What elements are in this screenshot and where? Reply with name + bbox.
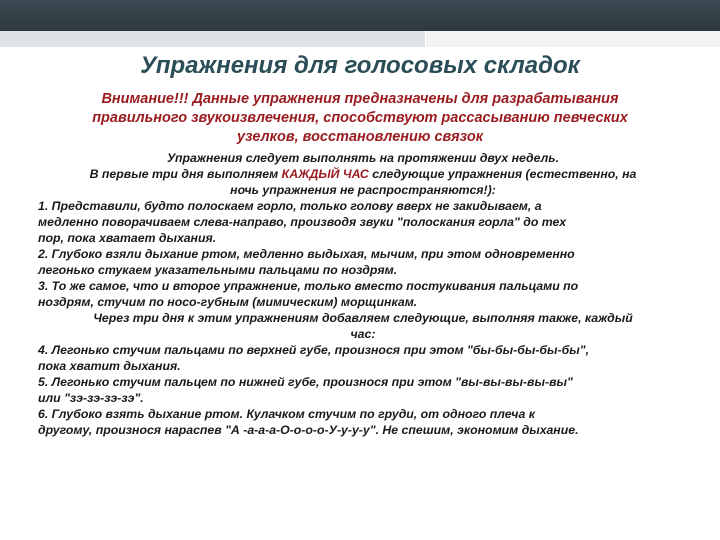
first-days-line — [38, 166, 688, 182]
exercise-2-line: 2. Глубоко взяли дыхание ртом, медленно выдыхая, мычим, при этом одновременно — [38, 247, 575, 261]
intro-line: Упражнения следует выполнять на протяжении двух недель. — [167, 151, 559, 165]
exercise-1-line: медленно поворачиваем слева-направо, производя звуки "полоскания горла" до тех — [38, 215, 567, 229]
exercise-4-line: 4. Легонько стучим пальцами по верхней губе, произнося при этом "бы-бы-бы-бы-бы", — [38, 343, 590, 357]
exercise-1-line: 1. Представили, будто полоскаем горло, только голову вверх не закидываем, а — [38, 199, 542, 213]
exercise-6-line: 6. Глубоко взять дыхание ртом. Кулачком стучим по груди, от одного плеча к — [38, 407, 535, 421]
warning-line: узелков, восстановлению связок — [236, 129, 484, 145]
first-days-suffix: следующие упражнения (естественно, на — [368, 167, 637, 181]
exercise-text — [38, 150, 688, 438]
hourly-emphasis: КАЖДЫЙ ЧАС — [281, 167, 369, 181]
header-accent-left — [0, 31, 425, 47]
exercise-5-line: или "зэ-зэ-зэ-зэ". — [38, 391, 144, 405]
after-three-days-line: час: — [350, 327, 376, 341]
warning-line: правильного звукоизвлечения, способствуют рассасыванию певческих — [92, 110, 628, 126]
warning-line: Внимание!!! Данные упражнения предназначены для разрабатывания — [101, 91, 619, 107]
slide-title: Упражнения для голосовых складок — [140, 52, 580, 79]
exercise-5-line: 5. Легонько стучим пальцем по нижней губе, произнося при этом "вы-вы-вы-вы-вы" — [38, 375, 573, 389]
header-accent-divider — [425, 31, 426, 47]
after-three-days-line: Через три дня к этим упражнениям добавляем следующие, выполняя также, каждый — [93, 311, 633, 325]
warning-block — [40, 90, 680, 147]
exercise-3-line: 3. То же самое, что и второе упражнение, только вместо постукивания пальцами по — [38, 279, 579, 293]
exercise-4-line: пока хватит дыхания. — [38, 359, 181, 373]
first-days-continuation: ночь упражнения не распространяются!): — [230, 183, 496, 197]
exercise-1-line: пор, пока хватает дыхания. — [38, 231, 217, 245]
exercise-6-line: другому, произнося нараспев "А -а-а-а-О-о-о-о-У-у-у-у". Не спешим, экономим дыхание. — [38, 423, 579, 437]
exercise-2-line: легонько стукаем указательными пальцами по ноздрям. — [38, 263, 398, 277]
header-accent-right — [425, 31, 720, 47]
header-bar — [0, 0, 720, 31]
first-days-prefix: В первые три дня выполняем — [89, 167, 282, 181]
exercise-3-line: ноздрям, стучим по носо-губным (мимическим) морщинкам. — [38, 295, 418, 309]
